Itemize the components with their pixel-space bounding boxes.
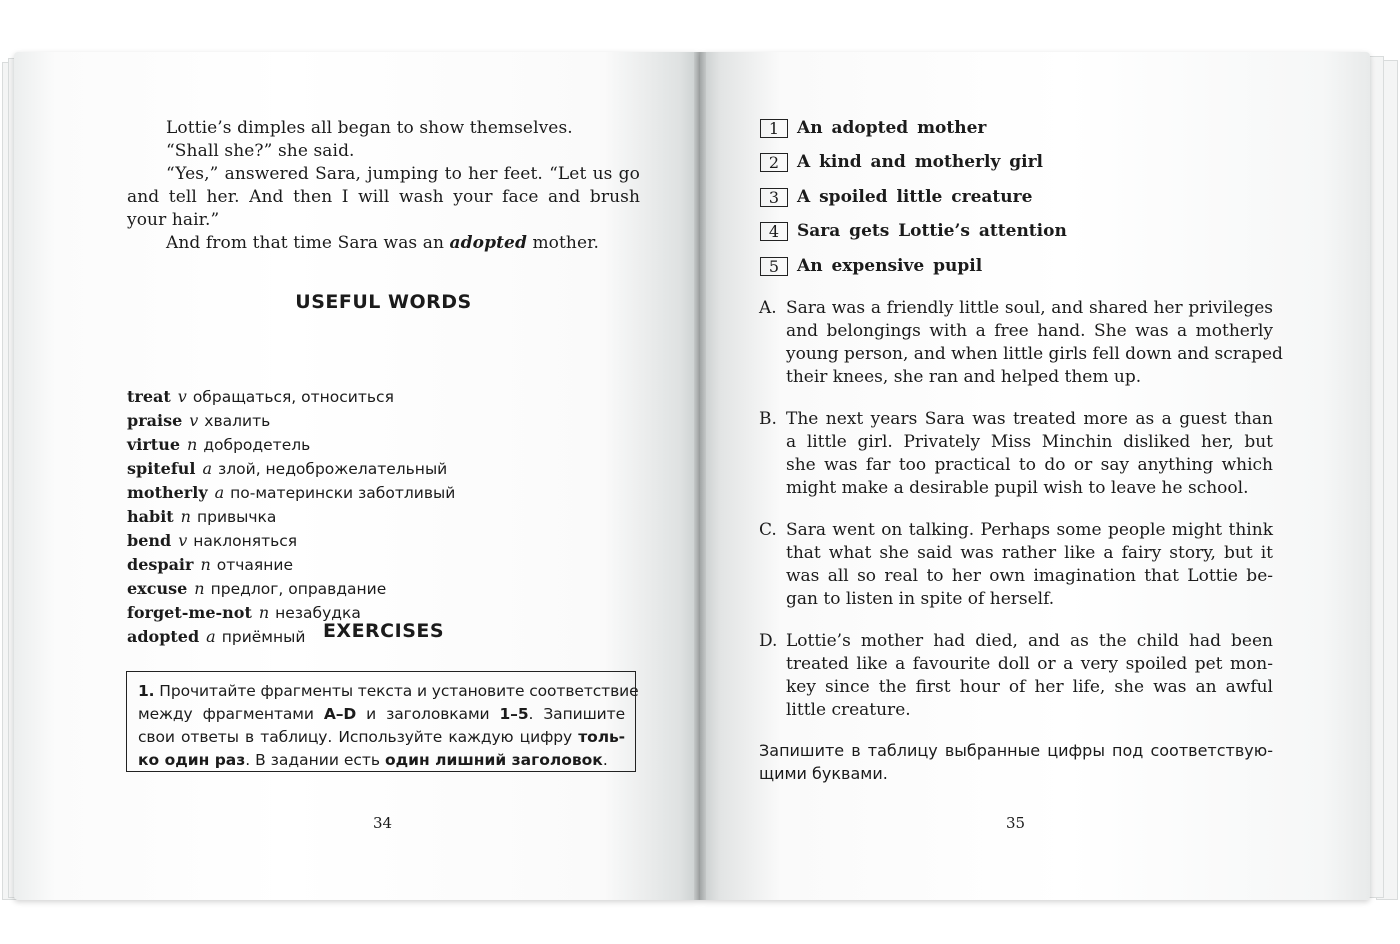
task-text: и заголовками [356,705,500,723]
heading-number-box: 4 [760,222,788,241]
vocab-meaning: предлог, оправдание [210,580,387,598]
story-line: your hair.” [127,210,220,230]
vocab-item [127,457,547,481]
task-text: Прочитайте фрагменты текста и установите соответствие [154,682,639,700]
heading-text: A spoiled little creature [797,187,1033,207]
fragment-line: was all so real to her own imagination that Lottie be- [786,566,1273,586]
vocab-meaning: отчаяние [216,556,293,574]
vocab-meaning: по-матерински заботливый [230,484,456,502]
vocab-word: excuse [127,579,188,598]
task-text: . В задании есть [245,751,385,769]
task-emphasis: ко один раз [138,751,246,769]
vocab-word: praise [127,411,183,430]
vocab-pos: v [177,387,187,406]
vocab-word: treat [127,387,171,406]
vocab-item [127,385,547,409]
story-line: Lottie’s dimples all began to show themselves. [166,118,573,138]
useful-words-heading: USEFUL WORDS [295,291,472,313]
vocab-pos: a [214,483,225,502]
vocab-meaning: добродетель [203,436,311,454]
heading-number-box: 5 [760,257,788,276]
fragment-letter: D. [759,631,778,651]
heading-text: A kind and motherly girl [797,152,1044,172]
task-line [138,680,639,703]
fragment-line: their knees, she ran and helped them up. [786,367,1142,387]
fragment-line: key since the first hour of her life, she was an awful [786,677,1273,697]
fragment-letter: A. [759,298,777,318]
book-gutter [694,52,706,900]
vocab-pos: v [178,531,188,550]
story-text [127,117,640,255]
task-emphasis: один лишний заголовок [385,751,603,769]
vocab-word: forget-me-not [127,603,252,622]
task-line [138,749,625,772]
heading-text: An adopted mother [797,118,987,138]
vocab-word: bend [127,531,172,550]
vocab-item [127,481,547,505]
page-34 [14,52,700,900]
task-line [138,703,625,726]
vocab-pos: v [189,411,199,430]
heading-option [760,187,1032,207]
vocab-word: despair [127,555,194,574]
vocab-item [127,505,547,529]
vocab-word: virtue [127,435,181,454]
vocab-meaning: злой, недоброжелательный [217,460,448,478]
vocab-word: spiteful [127,459,196,478]
task-instructions-box [126,671,639,772]
fragment-line: Lottie’s mother had died, and as the child had been [786,631,1273,651]
page-35 [700,52,1370,900]
instruction-line: щими буквами. [759,764,888,783]
vocab-meaning: обращаться, относиться [192,388,394,406]
heading-option [760,152,1043,172]
story-line: and tell her. And then I will wash your face and brush [127,187,640,207]
vocab-item [127,553,547,577]
vocab-item [127,433,547,457]
vocab-meaning: наклоняться [193,532,298,550]
heading-option [760,256,982,276]
vocab-pos: n [180,507,191,526]
fragment-d [759,630,1273,722]
fragment-line: Sara went on talking. Perhaps some people might think [786,520,1273,540]
vocab-item [127,529,547,553]
fragment-line: that what she said was rather like a fairy story, but it [786,543,1273,563]
task-text: между фрагментами [138,705,324,723]
vocab-pos: a [202,459,212,478]
fragment-line: a little girl. Privately Miss Minchin disliked her, but [786,432,1273,452]
task-line [138,726,625,749]
fragment-b [759,408,1273,500]
page-number-left: 34 [373,814,393,832]
story-line: “Shall she?” she said. [166,141,355,161]
right-page-stack-edge-inner [1368,56,1384,898]
fragment-c [759,519,1273,611]
vocab-pos: n [194,579,205,598]
answer-instruction [759,739,1273,785]
vocab-pos: n [187,435,198,454]
story-emphasis: adopted [449,233,527,253]
heading-option [760,118,986,138]
heading-number-box: 1 [760,119,788,138]
vocab-word: adopted [127,627,200,646]
task-emphasis: A–D [323,705,357,723]
task-emphasis: толь- [578,728,625,746]
page-number-right: 35 [1006,814,1026,832]
fragment-line: Sara was a friendly little soul, and shared her privileges [786,298,1273,318]
fragment-line: gan to listen in spite of herself. [786,589,1055,609]
vocab-meaning: приёмный [221,628,306,646]
story-last-line [127,232,640,255]
fragment-line: young person, and when little girls fell down and scraped [786,344,1283,364]
fragment-letter: C. [759,520,777,540]
vocab-item [127,577,547,601]
vocab-pos: n [200,555,211,574]
vocabulary-list [127,385,547,649]
vocab-item [127,409,547,433]
vocab-meaning: привычка [196,508,277,526]
fragment-line: The next years Sara was treated more as a guest than [786,409,1273,429]
vocab-meaning: хвалить [204,412,271,430]
fragment-line: and belongings with a free hand. She was a motherly [786,321,1273,341]
vocab-word: habit [127,507,174,526]
fragment-a [759,297,1283,389]
story-last-line-start: And from that time Sara was an [166,233,450,253]
task-text: . [602,751,608,769]
fragment-letter: B. [759,409,777,429]
vocab-word: motherly [127,483,208,502]
fragment-line: treated like a favourite doll or a very spoiled pet mon- [786,654,1273,674]
story-line: “Yes,” answered Sara, jumping to her feet. “Let us go [166,164,640,184]
vocab-meaning: незабудка [275,604,361,622]
vocab-pos: a [206,627,216,646]
task-number: 1. [138,682,155,700]
story-last-line-end: mother. [526,233,599,253]
heading-text: Sara gets Lottie’s attention [797,221,1067,241]
fragment-line: might make a desirable pupil wish to leave he school. [786,478,1249,498]
vocab-pos: n [258,603,270,622]
heading-number-box: 2 [760,153,788,172]
heading-text: An expensive pupil [797,256,983,276]
heading-option [760,221,1067,241]
fragment-line: little creature. [786,700,911,720]
exercises-heading: EXERCISES [322,620,445,642]
fragment-line: she was far too practical to do or say anything which [786,455,1273,475]
task-text: . Запишите [528,705,626,723]
instruction-line: Запишите в таблицу выбранные цифры под соответствую- [759,741,1273,760]
task-text: свои ответы в таблицу. Используйте каждую цифру [138,728,579,746]
heading-number-box: 3 [760,188,788,207]
task-emphasis: 1–5 [499,705,529,723]
